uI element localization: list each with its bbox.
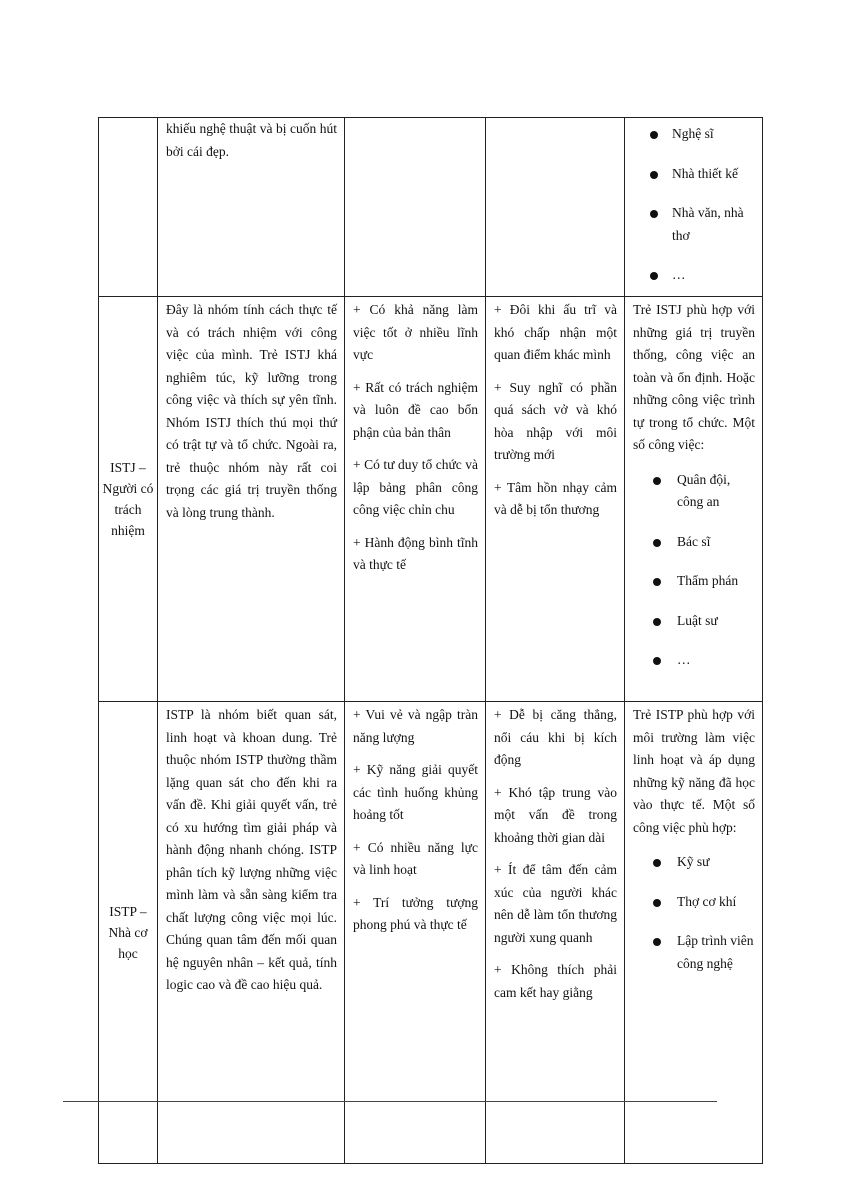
description-text: khiếu nghệ thuật và bị cuốn hút bởi cái đẹp. — [166, 121, 337, 159]
weaknesses-cell — [486, 297, 625, 702]
personality-table — [98, 117, 763, 1164]
job-item: Quân đội, công an — [625, 469, 762, 514]
job-item: Bác sĩ — [625, 531, 762, 554]
description-cell — [158, 297, 345, 702]
strength-item: + Trí tưởng tượng phong phú và thực tế — [353, 894, 478, 932]
strengths-cell — [345, 702, 486, 1164]
weakness-item: + Tâm hồn nhạy cảm và dễ bị tổn thương — [494, 479, 617, 517]
weakness-item: + Ít để tâm đến cảm xúc của người khác nên dễ làm tổn thương người xung quanh — [494, 862, 617, 945]
strength-item: + Vui vẻ và ngập tràn năng lượng — [353, 707, 478, 745]
job-item: Nhà thiết kế — [625, 163, 762, 186]
type-cell: ISTP – Nhà cơ học — [99, 702, 158, 1164]
job-item: … — [625, 264, 762, 287]
strength-item: + Rất có trách nghiệm và luôn đề cao bổn phận của bản thân — [353, 379, 478, 440]
strength-item: + Có khả năng làm việc tốt ở nhiều lĩnh vực — [353, 302, 478, 362]
career-intro: Trẻ ISTJ phù hợp với những giá trị truyền thống, công việc an toàn và ổn định. Hoặc những công việc trình tự trong tổ chức. Một số công việc: — [633, 302, 755, 452]
description-cell — [158, 118, 345, 297]
description-text: Đây là nhóm tính cách thực tế và có trách nhiệm với công việc của mình. Trẻ ISTJ khá nghiêm túc, kỹ lưỡng trong công việc và thích sự yên tĩnh. Nhóm ISTJ thích thú mọi thứ có trật tự và tổ chức. Ngoài ra, trẻ thuộc nhóm này rất coi trọng các giá trị truyền thống và lòng trung thành. — [166, 302, 337, 520]
career-intro: Trẻ ISTP phù hợp với môi trường làm việc linh hoạt và áp dụng những kỹ năng đã học vào thực tế. Một số công việc phù hợp: — [633, 707, 755, 835]
weakness-item: + Khó tập trung vào một vấn đề trong khoảng thời gian dài — [494, 784, 617, 845]
job-list — [625, 851, 762, 975]
weakness-item: + Không thích phải cam kết hay giằng — [494, 962, 617, 1000]
job-list — [625, 469, 762, 672]
job-item: Thẩm phán — [625, 570, 762, 593]
strength-item: + Hành động bình tĩnh và thực tế — [353, 534, 478, 572]
careers-cell — [625, 118, 763, 297]
job-item: Thợ cơ khí — [625, 891, 762, 914]
strengths-cell — [345, 118, 486, 297]
job-item: Nhà văn, nhà thơ — [625, 202, 762, 247]
job-item: Kỹ sư — [625, 851, 762, 874]
weakness-item: + Đôi khi ấu trĩ và khó chấp nhận một quan điểm khác mình — [494, 302, 617, 362]
weaknesses-cell — [486, 702, 625, 1164]
job-list — [625, 123, 762, 287]
strengths-cell — [345, 297, 486, 702]
type-cell — [99, 118, 158, 297]
job-item: Luật sư — [625, 610, 762, 633]
type-cell: ISTJ – Người có trách nhiệm — [99, 297, 158, 702]
table-row — [99, 297, 763, 702]
weakness-item: + Suy nghĩ có phần quá sách vở và khó hòa nhập với môi trường mới — [494, 379, 617, 462]
table-row — [99, 118, 763, 297]
footer-divider — [63, 1101, 717, 1102]
table-row — [99, 702, 763, 1164]
weaknesses-cell — [486, 118, 625, 297]
job-item: Lập trình viên công nghệ — [625, 930, 762, 975]
weakness-item: + Dễ bị căng thẳng, nổi cáu khi bị kích động — [494, 707, 617, 767]
strength-item: + Kỹ năng giải quyết các tình huống khủng hoảng tốt — [353, 762, 478, 822]
careers-cell — [625, 702, 763, 1164]
description-cell — [158, 702, 345, 1164]
strength-item: + Có nhiều năng lực và linh hoạt — [353, 839, 478, 877]
job-item: … — [625, 649, 762, 672]
description-text: ISTP là nhóm biết quan sát, linh hoạt và khoan dung. Trẻ thuộc nhóm ISTP thường thầm lặng quan sát cho đến khi ra vấn đề. Khi giải quyết vấn, trẻ có xu hướng tìm giải pháp và hành động nhanh chóng. ISTP phân tích kỹ lượng những việc mình làm và sẵn sàng kiểm tra chất lượng công việc mọi lúc. Chúng quan tâm đến mối quan hệ nguyên nhân – kết quả, tính logic cao và đề cao hiệu quả. — [166, 707, 337, 992]
job-item: Nghệ sĩ — [625, 123, 762, 146]
careers-cell — [625, 297, 763, 702]
strength-item: + Có tư duy tổ chức và lập bảng phân công công việc chỉn chu — [353, 457, 478, 517]
